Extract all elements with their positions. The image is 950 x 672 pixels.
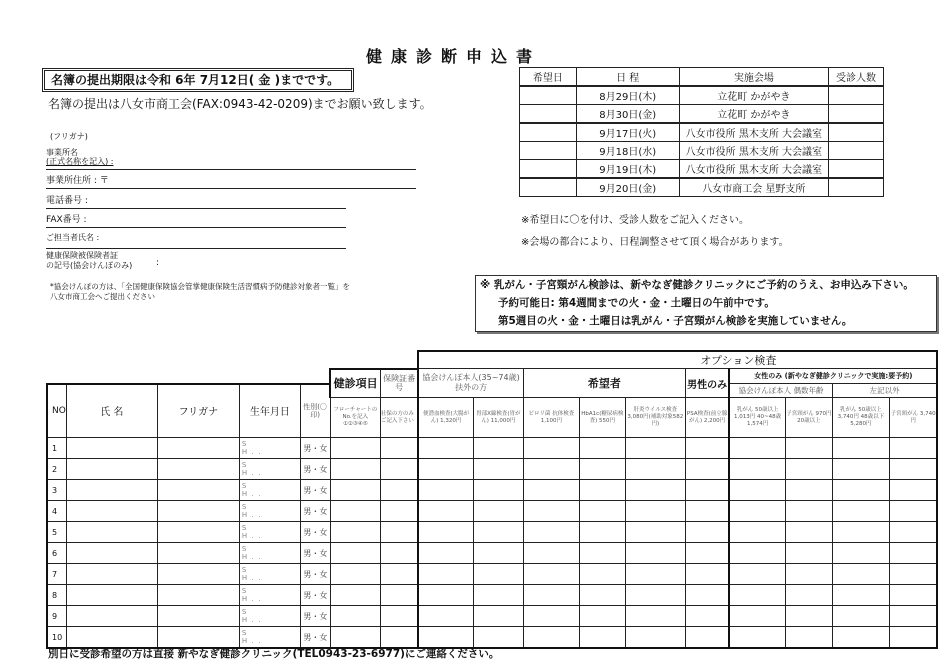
breast-other-cell[interactable] xyxy=(832,627,889,649)
cervical-other-cell[interactable] xyxy=(889,627,937,649)
schedule-row xyxy=(520,178,884,197)
furigana-cell[interactable] xyxy=(157,522,239,543)
dob-cell[interactable]: S H . . xyxy=(239,606,300,627)
cervical-other-cell[interactable] xyxy=(889,501,937,522)
venue-cell: 立花町 かがやき xyxy=(679,105,829,124)
roster-row xyxy=(47,564,937,585)
test-pylori: ピロリ菌 抗体検査 1,100円 xyxy=(523,398,579,438)
hope-date-cell[interactable] xyxy=(520,178,577,197)
items-sub: フローチャートのNo.を記入 ①②③④⑤ xyxy=(330,398,380,438)
psa-cell[interactable] xyxy=(685,606,729,627)
test-hepatitis: 肝炎ウイルス検査3,080円(補助対象582円) xyxy=(625,398,685,438)
submission-note: 名簿の提出は八女市商工会(FAX:0943-42-0209)までお願い致します。 xyxy=(48,97,432,111)
sex-cell[interactable]: 男・女 xyxy=(300,585,330,606)
hope-date-cell[interactable] xyxy=(520,142,577,160)
breast-other-cell[interactable] xyxy=(832,438,889,459)
psa-cell[interactable] xyxy=(685,501,729,522)
fecal-occult-cell[interactable] xyxy=(418,438,473,459)
notice-line-3: 第5週目の火・金・土曜日は乳がん・子宮頸がん検診を実施していません。 xyxy=(498,315,853,327)
kyokai-note-line-2: 八女市商工会へご提出ください xyxy=(50,292,155,301)
insno-cell[interactable] xyxy=(380,585,418,606)
hba1c-cell[interactable] xyxy=(579,585,625,606)
furigana-header: フリガナ xyxy=(157,384,239,438)
group-hope-header: 希望者 xyxy=(523,369,685,398)
stomach-xray-cell[interactable] xyxy=(473,585,523,606)
schedule-row xyxy=(520,160,884,179)
breast-other-cell[interactable] xyxy=(832,522,889,543)
contact-field[interactable]: ご担当者氏名 : xyxy=(46,233,100,242)
pylori-cell[interactable] xyxy=(523,459,579,480)
breast-other-cell[interactable] xyxy=(832,480,889,501)
venue-cell: 八女市役所 黒木支所 大会議室 xyxy=(679,123,829,142)
test-fecal-occult: 便潜血検査(大腸がん) 1,320円 xyxy=(418,398,473,438)
fecal-occult-cell[interactable] xyxy=(418,480,473,501)
insurance-field[interactable] xyxy=(46,251,132,271)
insno-cell[interactable] xyxy=(380,606,418,627)
furigana-cell[interactable] xyxy=(157,564,239,585)
dob-cell[interactable]: S H . . xyxy=(239,627,300,649)
items-cell[interactable] xyxy=(330,543,380,564)
breast-other-cell[interactable] xyxy=(832,459,889,480)
sex-cell[interactable]: 男・女 xyxy=(300,564,330,585)
roster-no: 9 xyxy=(47,606,66,627)
roster-no: 5 xyxy=(47,522,66,543)
breast-kyokai-cell[interactable] xyxy=(729,543,785,564)
cervical-kyokai-cell[interactable] xyxy=(785,627,832,649)
furigana-cell[interactable] xyxy=(157,627,239,649)
hba1c-cell[interactable] xyxy=(579,564,625,585)
group-female-header: 女性のみ (新やなぎ健診クリニックで実施:要予約) xyxy=(729,369,937,384)
stomach-xray-cell[interactable] xyxy=(473,606,523,627)
psa-cell[interactable] xyxy=(685,564,729,585)
fecal-occult-cell[interactable] xyxy=(418,564,473,585)
hope-date-cell[interactable] xyxy=(520,160,577,179)
roster-table xyxy=(46,350,938,649)
roster-row xyxy=(47,480,937,501)
name-cell[interactable] xyxy=(66,543,157,564)
date-cell: 9月19日(木) xyxy=(576,160,679,179)
roster-no: 3 xyxy=(47,480,66,501)
dob-cell[interactable]: S H . . xyxy=(239,480,300,501)
footer-note: 別日に受診希望の方は直接 新やなぎ健診クリニック(TEL0943-23-6977)にご連絡ください。 xyxy=(48,648,500,660)
count-cell[interactable] xyxy=(829,178,884,197)
breast-kyokai-cell[interactable] xyxy=(729,606,785,627)
date-cell: 9月17日(火) xyxy=(576,123,679,142)
schedule-note-2: ※会場の都合により、日程調整させて頂く場合があります。 xyxy=(521,237,789,248)
page-title: 健康診断申込書 xyxy=(366,47,542,66)
company-name-field[interactable] xyxy=(46,148,113,166)
stomach-xray-cell[interactable] xyxy=(473,480,523,501)
breast-other-cell[interactable] xyxy=(832,606,889,627)
cervical-other-cell[interactable] xyxy=(889,606,937,627)
notice-line-2: 予約可能日: 第4週間までの火・金・土曜日の午前中です。 xyxy=(498,297,775,309)
pylori-cell[interactable] xyxy=(523,501,579,522)
furigana-cell[interactable] xyxy=(157,501,239,522)
company-name-sub: (正式名称を記入) : xyxy=(46,157,114,166)
venue-cell: 八女市役所 黒木支所 大会議室 xyxy=(679,160,829,179)
divider xyxy=(46,227,346,228)
breast-kyokai-cell[interactable] xyxy=(729,585,785,606)
schedule-row xyxy=(520,105,884,124)
sex-cell[interactable]: 男・女 xyxy=(300,501,330,522)
schedule-row xyxy=(520,142,884,160)
pylori-cell[interactable] xyxy=(523,543,579,564)
name-cell[interactable] xyxy=(66,501,157,522)
hepatitis-cell[interactable] xyxy=(625,627,685,649)
stomach-xray-cell[interactable] xyxy=(473,627,523,649)
sub-other: 左記以外 xyxy=(832,384,937,398)
hepatitis-cell[interactable] xyxy=(625,501,685,522)
breast-kyokai-cell[interactable] xyxy=(729,564,785,585)
name-cell[interactable] xyxy=(66,627,157,649)
pylori-cell[interactable] xyxy=(523,522,579,543)
psa-cell[interactable] xyxy=(685,522,729,543)
count-cell[interactable] xyxy=(829,160,884,179)
roster-row xyxy=(47,606,937,627)
psa-cell[interactable] xyxy=(685,627,729,649)
divider xyxy=(46,188,416,189)
furigana-label: (フリガナ) xyxy=(50,132,88,141)
items-cell[interactable] xyxy=(330,627,380,649)
group-male-header: 男性のみ xyxy=(685,369,729,398)
hba1c-cell[interactable] xyxy=(579,627,625,649)
count-cell[interactable] xyxy=(829,105,884,124)
hba1c-cell[interactable] xyxy=(579,543,625,564)
roster-row xyxy=(47,459,937,480)
items-cell[interactable] xyxy=(330,438,380,459)
items-cell[interactable] xyxy=(330,522,380,543)
psa-cell[interactable] xyxy=(685,438,729,459)
sex-cell[interactable]: 男・女 xyxy=(300,627,330,649)
breast-kyokai-cell[interactable] xyxy=(729,522,785,543)
hepatitis-cell[interactable] xyxy=(625,522,685,543)
dob-cell[interactable]: S H . . xyxy=(239,522,300,543)
stomach-xray-cell[interactable] xyxy=(473,522,523,543)
furigana-cell[interactable] xyxy=(157,459,239,480)
hba1c-cell[interactable] xyxy=(579,480,625,501)
hepatitis-cell[interactable] xyxy=(625,564,685,585)
items-cell[interactable] xyxy=(330,606,380,627)
dob-cell[interactable]: S H . . xyxy=(239,585,300,606)
roster-row xyxy=(47,585,937,606)
roster-no: 10 xyxy=(47,627,66,649)
roster-row xyxy=(47,522,937,543)
name-cell[interactable] xyxy=(66,459,157,480)
no-header: NO xyxy=(47,384,66,438)
screening-notice-box xyxy=(475,275,937,332)
cervical-other-cell[interactable] xyxy=(889,522,937,543)
test-hba1c: HbA1c(糖尿病検査) 550円 xyxy=(579,398,625,438)
items-cell[interactable] xyxy=(330,459,380,480)
items-cell[interactable] xyxy=(330,480,380,501)
breast-other-cell[interactable] xyxy=(832,543,889,564)
stomach-xray-cell[interactable] xyxy=(473,564,523,585)
psa-cell[interactable] xyxy=(685,543,729,564)
roster-no: 6 xyxy=(47,543,66,564)
sex-cell[interactable]: 男・女 xyxy=(300,480,330,501)
breast-kyokai-cell[interactable] xyxy=(729,627,785,649)
header-count: 受診人数 xyxy=(829,68,884,87)
breast-kyokai-cell[interactable] xyxy=(729,438,785,459)
sex-cell[interactable]: 男・女 xyxy=(300,459,330,480)
hope-date-cell[interactable] xyxy=(520,105,577,124)
stomach-xray-cell[interactable] xyxy=(473,459,523,480)
dob-cell[interactable]: S H . . xyxy=(239,459,300,480)
cervical-other-cell[interactable] xyxy=(889,459,937,480)
roster-row xyxy=(47,438,937,459)
breast-other-cell[interactable] xyxy=(832,585,889,606)
hepatitis-cell[interactable] xyxy=(625,480,685,501)
name-cell[interactable] xyxy=(66,480,157,501)
hepatitis-cell[interactable] xyxy=(625,438,685,459)
name-cell[interactable] xyxy=(66,522,157,543)
cervical-kyokai-cell[interactable] xyxy=(785,564,832,585)
hba1c-cell[interactable] xyxy=(579,522,625,543)
test-stomach-xray: 胃部X線検査(胃がん) 11,000円 xyxy=(473,398,523,438)
cervical-kyokai-cell[interactable] xyxy=(785,438,832,459)
sex-cell[interactable]: 男・女 xyxy=(300,438,330,459)
test-cervical-kyokai: 子宮頸がん 970円 20歳以上 xyxy=(785,398,832,438)
fecal-occult-cell[interactable] xyxy=(418,459,473,480)
hba1c-cell[interactable] xyxy=(579,606,625,627)
insno-cell[interactable] xyxy=(380,480,418,501)
option-header: オプション検査 xyxy=(418,351,937,369)
divider xyxy=(46,208,346,209)
cervical-kyokai-cell[interactable] xyxy=(785,543,832,564)
pylori-cell[interactable] xyxy=(523,627,579,649)
furigana-cell[interactable] xyxy=(157,438,239,459)
dob-header: 生年月日 xyxy=(239,384,300,438)
insno-cell[interactable] xyxy=(380,501,418,522)
dob-cell[interactable]: S H . . xyxy=(239,543,300,564)
stomach-xray-cell[interactable] xyxy=(473,438,523,459)
schedule-row xyxy=(520,86,884,105)
fecal-occult-cell[interactable] xyxy=(418,501,473,522)
cervical-kyokai-cell[interactable] xyxy=(785,522,832,543)
breast-kyokai-cell[interactable] xyxy=(729,480,785,501)
pylori-cell[interactable] xyxy=(523,564,579,585)
test-cervical-other: 子宮頸がん 3,740円 xyxy=(889,398,937,438)
date-cell: 8月30日(金) xyxy=(576,105,679,124)
stomach-xray-cell[interactable] xyxy=(473,501,523,522)
schedule-table xyxy=(519,67,884,197)
dob-cell[interactable]: S H . . xyxy=(239,564,300,585)
fecal-occult-cell[interactable] xyxy=(418,627,473,649)
cervical-other-cell[interactable] xyxy=(889,438,937,459)
hba1c-cell[interactable] xyxy=(579,438,625,459)
pylori-cell[interactable] xyxy=(523,480,579,501)
venue-cell: 立花町 かがやき xyxy=(679,86,829,105)
hepatitis-cell[interactable] xyxy=(625,459,685,480)
count-cell[interactable] xyxy=(829,86,884,105)
sub-kyokai-even: 協会けんぽ本人 偶数年齢 xyxy=(729,384,832,398)
header-hope-date: 希望日 xyxy=(520,68,577,87)
insno-sub: 社保の方のみご記入下さい xyxy=(380,398,418,438)
fecal-occult-cell[interactable] xyxy=(418,522,473,543)
cervical-other-cell[interactable] xyxy=(889,543,937,564)
date-cell: 9月18日(水) xyxy=(576,142,679,160)
phone-field[interactable]: 電話番号 : xyxy=(46,196,88,206)
test-breast-kyokai: 乳がん 50歳以上 1,013円 40~48歳 1,574円 xyxy=(729,398,785,438)
kyokai-note xyxy=(50,282,350,302)
hba1c-cell[interactable] xyxy=(579,501,625,522)
stomach-xray-cell[interactable] xyxy=(473,543,523,564)
roster-no: 7 xyxy=(47,564,66,585)
cervical-kyokai-cell[interactable] xyxy=(785,501,832,522)
sex-cell[interactable]: 男・女 xyxy=(300,606,330,627)
furigana-cell[interactable] xyxy=(157,480,239,501)
insurance-label-1: 健康保険被保険者証 xyxy=(46,251,118,260)
furigana-cell[interactable] xyxy=(157,606,239,627)
insno-cell[interactable] xyxy=(380,438,418,459)
test-psa: PSA検査(前立腺がん) 2,200円 xyxy=(685,398,729,438)
roster-no: 4 xyxy=(47,501,66,522)
pylori-cell[interactable] xyxy=(523,585,579,606)
insno-cell[interactable] xyxy=(380,459,418,480)
pylori-cell[interactable] xyxy=(523,438,579,459)
kyokai-note-line-1: *協会けんぽの方は、「全国健康保険協会管掌健康保険生活習慣病予防健診対象者一覧」を xyxy=(50,282,350,291)
cervical-other-cell[interactable] xyxy=(889,585,937,606)
dob-cell[interactable]: S H . . xyxy=(239,501,300,522)
items-cell[interactable] xyxy=(330,564,380,585)
breast-other-cell[interactable] xyxy=(832,564,889,585)
address-field[interactable]: 事業所住所 : 〒 xyxy=(46,176,109,186)
insno-cell[interactable] xyxy=(380,522,418,543)
sex-cell[interactable]: 男・女 xyxy=(300,522,330,543)
furigana-cell[interactable] xyxy=(157,585,239,606)
count-cell[interactable] xyxy=(829,142,884,160)
furigana-cell[interactable] xyxy=(157,543,239,564)
venue-cell: 八女市役所 黒木支所 大会議室 xyxy=(679,142,829,160)
notice-line-1: ※ 乳がん・子宮頸がん検診は、新やなぎ健診クリニックにご予約のうえ、お申込み下さい。 xyxy=(480,279,914,291)
insno-cell[interactable] xyxy=(380,627,418,649)
sex-header: 性別(〇印) xyxy=(300,384,330,438)
hepatitis-cell[interactable] xyxy=(625,543,685,564)
items-cell[interactable] xyxy=(330,501,380,522)
cervical-kyokai-cell[interactable] xyxy=(785,459,832,480)
group-kyokai-header: 協会けんぽ本人(35~74歳)扶外の方 xyxy=(418,369,523,398)
hepatitis-cell[interactable] xyxy=(625,606,685,627)
divider xyxy=(46,248,346,249)
breast-other-cell[interactable] xyxy=(832,501,889,522)
test-breast-other: 乳がん 50歳以上 3,740円 48歳以下 5,280円 xyxy=(832,398,889,438)
cervical-other-cell[interactable] xyxy=(889,480,937,501)
header-date: 日 程 xyxy=(576,68,679,87)
pylori-cell[interactable] xyxy=(523,606,579,627)
header-venue: 実施会場 xyxy=(679,68,829,87)
name-cell[interactable] xyxy=(66,564,157,585)
psa-cell[interactable] xyxy=(685,459,729,480)
name-cell[interactable] xyxy=(66,438,157,459)
count-cell[interactable] xyxy=(829,123,884,142)
breast-kyokai-cell[interactable] xyxy=(729,459,785,480)
name-cell[interactable] xyxy=(66,585,157,606)
cervical-kyokai-cell[interactable] xyxy=(785,585,832,606)
hope-date-cell[interactable] xyxy=(520,86,577,105)
items-cell[interactable] xyxy=(330,585,380,606)
psa-cell[interactable] xyxy=(685,480,729,501)
date-cell: 9月20日(金) xyxy=(576,178,679,197)
breast-kyokai-cell[interactable] xyxy=(729,501,785,522)
date-cell: 8月29日(木) xyxy=(576,86,679,105)
fecal-occult-cell[interactable] xyxy=(418,543,473,564)
schedule-row xyxy=(520,123,884,142)
roster-no: 1 xyxy=(47,438,66,459)
dob-cell[interactable]: S H . . xyxy=(239,438,300,459)
roster-no: 8 xyxy=(47,585,66,606)
roster-no: 2 xyxy=(47,459,66,480)
company-name-label: 事業所名 xyxy=(46,148,78,157)
divider xyxy=(46,169,416,170)
venue-cell: 八女市商工会 星野支所 xyxy=(679,178,829,197)
hepatitis-cell[interactable] xyxy=(625,585,685,606)
hba1c-cell[interactable] xyxy=(579,459,625,480)
roster-row xyxy=(47,627,937,649)
roster-row xyxy=(47,501,937,522)
name-header: 氏 名 xyxy=(66,384,157,438)
cervical-other-cell[interactable] xyxy=(889,564,937,585)
items-header: 健診項目 xyxy=(330,369,380,398)
hope-date-cell[interactable] xyxy=(520,123,577,142)
insno-header: 保険証番号 xyxy=(380,369,418,398)
roster-row xyxy=(47,543,937,564)
insno-cell[interactable] xyxy=(380,564,418,585)
schedule-note-1: ※希望日に〇を付け、受診人数をご記入ください。 xyxy=(521,215,749,226)
insurance-colon: : xyxy=(156,258,160,268)
insno-cell[interactable] xyxy=(380,543,418,564)
insurance-label-2: の記号(協会けんぽのみ) xyxy=(46,261,133,270)
fecal-occult-cell[interactable] xyxy=(418,606,473,627)
cervical-kyokai-cell[interactable] xyxy=(785,480,832,501)
deadline-notice: 名簿の提出期限は令和 6年 7月12日( 金 )までです。 xyxy=(42,68,354,92)
fecal-occult-cell[interactable] xyxy=(418,585,473,606)
psa-cell[interactable] xyxy=(685,585,729,606)
name-cell[interactable] xyxy=(66,606,157,627)
sex-cell[interactable]: 男・女 xyxy=(300,543,330,564)
cervical-kyokai-cell[interactable] xyxy=(785,606,832,627)
fax-field[interactable]: FAX番号 : xyxy=(46,215,87,225)
